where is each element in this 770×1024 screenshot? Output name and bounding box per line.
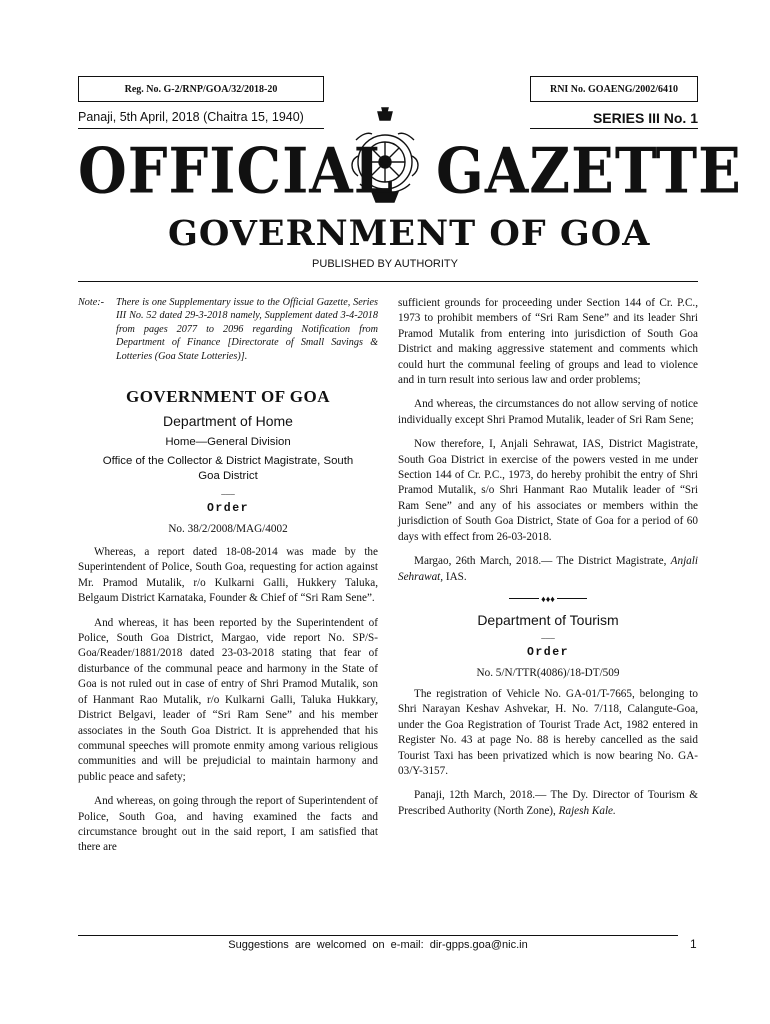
footer-suggestions: Suggestions are welcomed on e-mail: dir-gpps.goa@nic.in bbox=[228, 939, 528, 951]
paragraph: And whereas, the circumstances do not allow serving of notice individually except Shri Pramod Mutalik, leader of Sri Ram Sene; bbox=[398, 398, 698, 426]
left-column bbox=[78, 296, 378, 865]
right-body bbox=[398, 296, 698, 585]
header-rule bbox=[78, 281, 698, 282]
signature-prefix: Margao, 26th March, 2018.— The District Magistrate, bbox=[414, 555, 671, 568]
page-number: 1 bbox=[690, 937, 697, 951]
signature-prefix: Panaji, 12th March, 2018.— The Dy. Director of Tourism & Prescribed Authority (North Zone), bbox=[398, 789, 698, 817]
registration-number: Reg. No. G-2/RNP/GOA/32/2018-20 bbox=[124, 83, 278, 95]
paragraph: Whereas, a report dated 18-08-2014 was made by the Superintendent of Police, South Goa, requesting for action against Mr. Pramod Mutalik, r/o Kulkarni Galli, Hukkery Taluka, Belgaum District Karnataka, Founder & Chief of “Sri Ram Sene”. bbox=[78, 546, 378, 605]
signature-suffix: IAS. bbox=[443, 570, 467, 583]
order-number: No. 38/2/2008/MAG/4002 bbox=[168, 523, 288, 536]
left-body bbox=[78, 545, 378, 856]
date-underline bbox=[78, 128, 324, 129]
office-title: Office of the Collector & District Magistrate, South Goa District bbox=[102, 455, 354, 483]
footer-rule bbox=[78, 935, 678, 936]
signatory-name: Rajesh Kale. bbox=[558, 804, 616, 817]
signatory-name: Anjali Sehrawat, bbox=[398, 555, 698, 583]
signature-line bbox=[398, 788, 698, 819]
paragraph: The registration of Vehicle No. GA-01/T-7665, belonging to Shri Narayan Keshav Ashvekar, H. No. 7/118, Calangute-Goa, under the Goa Registration of Tourist Trade Act, 1982 entered in Register No. 43 at page No. 88 is hereby cancelled as the said Tourist Taxi has been privatized which is now bearing No. GA-03/Y-3157. bbox=[398, 687, 698, 777]
order-label: Order bbox=[526, 645, 569, 659]
rni-number-box bbox=[530, 76, 698, 102]
series-number: SERIES III No. 1 bbox=[592, 110, 698, 126]
note-label: Note:- bbox=[78, 297, 105, 308]
masthead-official: OFFICIAL bbox=[78, 134, 395, 209]
paragraph: sufficient grounds for proceeding under Section 144 of Cr. P.C., 1973 to prohibit members of “Sri Ram Sene” and its leader Shri Pramod Mutalik from entering into jurisdiction of South Goa District and making aggressive statement and comments which could hurt the communal feeling of groups and lead to violence and in turn result into serious law and order problems; bbox=[398, 297, 698, 387]
government-of-goa-subtitle: GOVERNMENT OF GOA bbox=[168, 213, 651, 254]
masthead-gazette: GAZETTE bbox=[436, 134, 742, 209]
tourism-body bbox=[398, 687, 698, 819]
signature-line bbox=[398, 554, 698, 585]
diamond-separator: ♦♦♦ bbox=[541, 593, 555, 604]
registration-number-box bbox=[78, 76, 324, 102]
series-underline bbox=[530, 128, 698, 129]
published-by-authority: PUBLISHED BY AUTHORITY bbox=[312, 258, 458, 270]
supplementary-note bbox=[78, 296, 378, 363]
rni-number: RNI No. GOAENG/2002/6410 bbox=[549, 83, 679, 95]
order-number: No. 5/N/TTR(4086)/18-DT/509 bbox=[476, 666, 620, 679]
paragraph: And whereas, on going through the report of Superintendent of Police, South Goa, and having examined the facts and circumstance brought out in the said report, I am satisfied that there are bbox=[78, 795, 378, 854]
paragraph: And whereas, it has been reported by the Superintendent of Police, South Goa District, Margao, vide report No. SP/S-Goa/Reader/1881/2018 dated 23-03-2018 stating that fear of disturbance of the communal peace and harmony in the State of Goa is not ruled out in case of entry of Shri Pramod Mutalik, son of Hanmant Rao Mutalik, r/o Kulkarni Galli, Taluka Hukkary, District Belgavi, leader of “Sri Ram Sene” and his member associates in the South Goa District. It is apprehended that his communal speeches will promote enmity among various religious communities and will be prejudicial to maintain harmony and public peace and safety; bbox=[78, 616, 378, 783]
right-column bbox=[398, 296, 698, 828]
dash-separator: ___ bbox=[541, 629, 555, 640]
government-heading: GOVERNMENT OF GOA bbox=[125, 387, 330, 407]
dash-separator: ___ bbox=[221, 486, 235, 497]
department-home: Department of Home bbox=[163, 413, 293, 430]
division: Home—General Division bbox=[165, 436, 291, 449]
paragraph: Now therefore, I, Anjali Sehrawat, IAS, District Magistrate, South Goa District in exercise of the powers vested in me under Section 144 of Cr. P.C., 1973, do hereby prohibit the entry of Shri Pramod Mutalik, s/o Shri Hanmant Rao Mutalik leader of “Sri Ram Sene” and any of his associates or members within the jurisdiction of South Goa District, State of Goa for a period of 60 days with effect from 26-03-2018. bbox=[398, 438, 698, 543]
note-text: There is one Supplementary issue to the Official Gazette, Series III No. 52 dated 29-3-2018 namely, Supplement dated 3-4-2018 from pages 2077 to 2096 regarding Notification from Department of Finance [Directorate of Small Savings & Lotteries (Goa State Lotteries)]. bbox=[116, 297, 378, 362]
date-line: Panaji, 5th April, 2018 (Chaitra 15, 1940) bbox=[78, 110, 304, 124]
order-label: Order bbox=[206, 502, 249, 516]
section-separator bbox=[398, 594, 698, 604]
department-tourism: Department of Tourism bbox=[477, 611, 619, 628]
